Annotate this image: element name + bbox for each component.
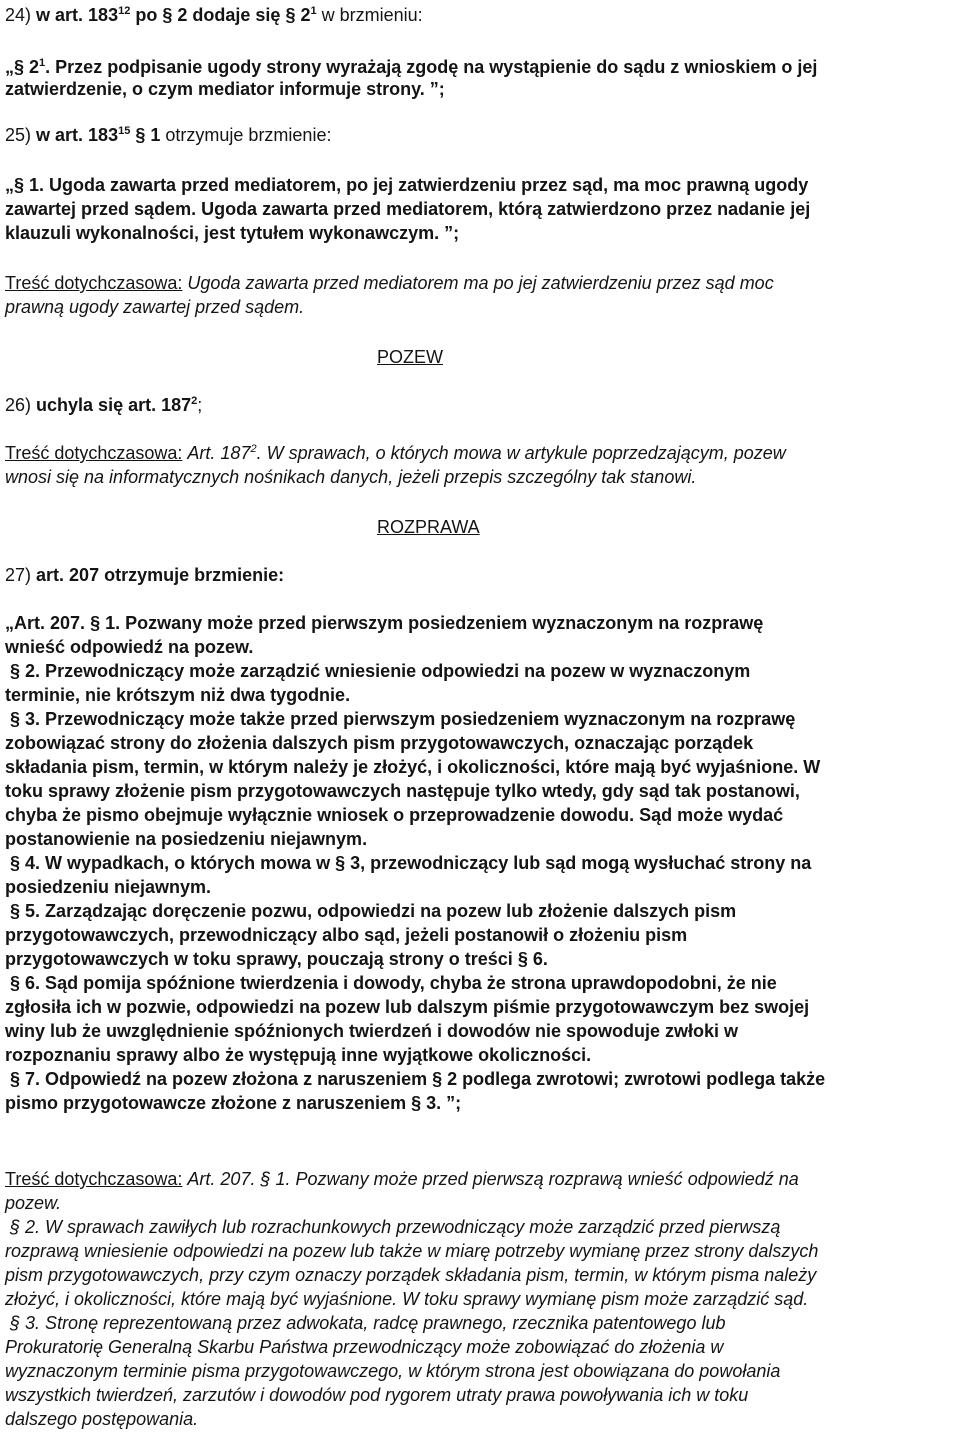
item-24-text-line-2: zatwierdzenie, o czym mediator informuje strony. ”; — [5, 79, 445, 99]
item-number: 24) — [5, 5, 32, 25]
previous-text-1-line-2: prawną ugody zawartej przed sądem. — [5, 297, 305, 317]
section-symbol: § — [135, 125, 146, 145]
item-25-text-line-3: klauzuli wykonalności, jest tytułem wykonawczym. ”; — [5, 223, 460, 243]
section-symbol: § — [285, 5, 296, 25]
previous-text-label: Treść dotychczasowa: — [5, 443, 183, 463]
item-25-text-line-1: „§ 1. Ugoda zawarta przed mediatorem, po jej zatwierdzeniu przez sąd, ma moc prawną ugody — [5, 175, 809, 195]
item-24-text-line-1: „§ $2^1$. Przez podpisanie ugody strony wyrażają zgodę na wystąpienie do sądu z wnioskiem o jej — [5, 57, 818, 77]
section-symbol: § — [517, 949, 528, 969]
superscript: 1 — [310, 5, 317, 17]
section-symbol: § — [432, 1069, 443, 1089]
item-24-header — [5, 4, 423, 26]
text: 2 — [300, 5, 311, 25]
item-26-header: 26) uchyla się art. $187^2$; — [5, 395, 203, 415]
section-symbol: § — [10, 901, 21, 921]
article-ref: w art. 183 — [36, 5, 119, 25]
text: 2 dodaje się — [177, 5, 281, 25]
section-symbol: § — [335, 853, 346, 873]
previous-text-2-line-2: wnosi się na informatycznych nośnikach danych, jeżeli przepis szczególny tak stanowi. — [5, 467, 697, 487]
section-symbol: § — [10, 1217, 21, 1237]
section-symbol: § — [10, 853, 21, 873]
superscript: 12 — [118, 5, 131, 17]
heading-pozew: POZEW — [377, 347, 443, 367]
previous-text-label: Treść dotychczasowa: — [5, 1169, 183, 1189]
previous-text-2-line-1: Treść dotychczasowa: Art. $187^2$. W sprawach, o których mowa w artykule poprzedzającym, pozew — [5, 443, 786, 463]
previous-text-1-line-1: Treść dotychczasowa: Ugoda zawarta przed mediatorem ma po jej zatwierdzeniu przez sąd moc — [5, 273, 774, 293]
section-symbol: § — [10, 1313, 21, 1333]
item-25-header: 25) w art. $183^{15}$ § 1 otrzymuje brzmienie: — [5, 125, 332, 145]
section-symbol: § — [10, 709, 21, 729]
section-symbol: § — [90, 613, 101, 633]
section-symbol: § — [14, 57, 25, 77]
previous-text-label: Treść dotychczasowa: — [5, 273, 183, 293]
section-symbol: § — [162, 5, 173, 25]
text: w brzmieniu: — [321, 5, 423, 25]
text: po — [135, 5, 158, 25]
item-25-text-line-2: zawartej przed sądem. Ugoda zawarta przed mediatorem, którą zatwierdzono przez nadanie jej — [5, 199, 811, 219]
section-symbol: § — [10, 973, 21, 993]
item-27-header: 27) art. 207 otrzymuje brzmienie: — [5, 565, 285, 585]
section-symbol: § — [14, 175, 25, 195]
section-symbol: § — [411, 1093, 422, 1113]
section-symbol: § — [10, 661, 21, 681]
section-symbol: § — [10, 1069, 21, 1089]
heading-rozprawa: ROZPRAWA — [377, 517, 480, 537]
section-symbol: § — [260, 1169, 271, 1189]
